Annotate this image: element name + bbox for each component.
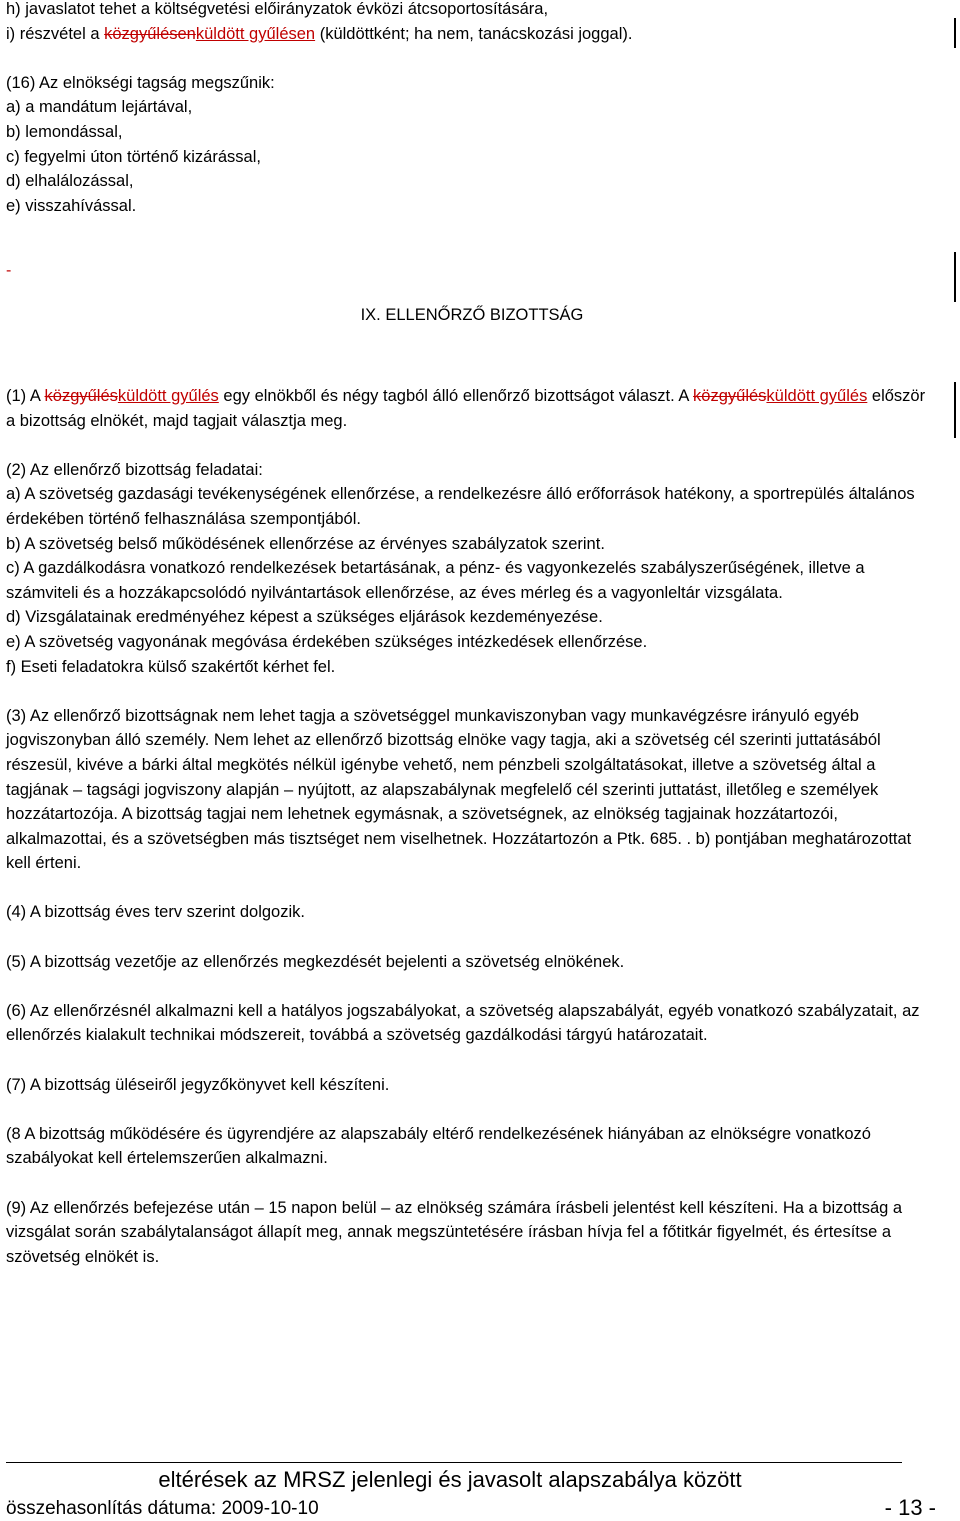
item-i-before: i) részvétel a [6,24,105,43]
paragraph-2-item: c) A gazdálkodásra vonatkozó rendelkezések betartásának, a pénz- és vagyonkezelés szabályszerűségének, illetve a számviteli és a hozzákapcsolódó nyilvántartások ellenőrzése, az éves mérleg és a vagyonleltár vizsgálata. [6,559,865,602]
paragraph-6: (6) Az ellenőrzésnél alkalmazni kell a hatályos jogszabályokat, a szövetség alapszabályát, egyéb vonatkozó szabályzatait, az ellenőrzés kialakult technikai módszereit, továbbá a szövetség gazdálkodási tárgyú határozatait. [6,1001,920,1045]
inserted-text: küldött gyűlés [766,387,868,405]
page-number: - 13 - [884,1495,936,1520]
paragraph-2-item: f) Eseti feladatokra külső szakértőt kérhet fel. [6,657,336,676]
paragraph-4: (4) A bizottság éves terv szerint dolgozik. [6,903,305,922]
document-body-2 [6,384,938,1269]
p16-item: b) lemondással, [6,122,123,141]
section-heading: IX. ELLENŐRZŐ BIZOTTSÁG [360,306,584,324]
item-h: h) javaslatot tehet a költségvetési előirányzatok évközi átcsoportosítására, [6,0,549,18]
p16-title: (16) Az elnökségi tagság megszűnik: [6,73,275,92]
change-bar [954,382,956,438]
paragraph-1 [6,384,938,433]
footer-title: eltérések az MRSZ jelenlegi és javasolt alapszabálya között [158,1467,742,1492]
item-i [6,22,938,47]
p1-post: először a bizottság elnökét, majd tagjait választja meg. [6,387,926,430]
paragraph-3: (3) Az ellenőrző bizottságnak nem lehet tagja a szövetséggel munkaviszonyban vagy munkavégzésre irányuló egyéb jogviszonyban álló személy. Nem lehet az ellenőrző bizottság elnöke vagy tagja, aki a szövetség cél szerinti juttatásából részesül, kivéve a bárki által megkötés nélkül igénybe vehető, nem pénzbeli szolgáltatásokat, illetve a szövetség által a tagjának – tagsági jogviszony alapján – nyújtott, az alapszabálynak megfelelő cél szerinti juttatást, illetőleg e személyek hozzátartozója. A bizottság tagjai nem lehetnek egymásnak, a szövetségnek, az elnökség tagjainak hozzátartozói, alkalmazottai, és a szövetségben más tisztséget nem viselhetnek. Hozzátartozón a Ptk. 685. . b) pontjában meghatározottat kell érteni. [6,706,912,873]
p1-mid: egy elnökből és négy tagból álló ellenőrző bizottságot választ. A [218,387,694,405]
deleted-text: közgyűlés [693,387,767,405]
change-bar [954,18,956,48]
item-i-after: (küldöttként; ha nem, tanácskozási joggal). [315,24,633,43]
p16-item: e) visszahívással. [6,196,137,215]
paragraph-2-title: (2) Az ellenőrző bizottság feladatai: [6,460,263,479]
paragraph-7: (7) A bizottság üléseiről jegyzőkönyvet kell készíteni. [6,1075,390,1094]
paragraph-9: (9) Az ellenőrzés befejezése után – 15 napon belül – az elnökség számára írásbeli jelentést kell készíteni. Ha a bizottság a vizsgálat során szabálytalanságot állapít meg, annak megszüntetésére írásban hívja fel a főtitkár figyelmét, és értesítse a szövetség elnökét is. [6,1198,903,1266]
paragraph-2-item: e) A szövetség vagyonának megóvása érdekében szükséges intézkedések ellenőrzése. [6,632,648,651]
paragraph-2-item: b) A szövetség belső működésének ellenőrzése az érvényes szabályzatok szerint. [6,534,605,553]
p16-item: d) elhalálozással, [6,172,134,191]
footer-divider [6,1462,902,1463]
change-bar [954,252,956,302]
paragraph-5: (5) A bizottság vezetője az ellenőrzés megkezdését bejelenti a szövetség elnökének. [6,952,625,971]
paragraph-2-item: d) Vizsgálatainak eredményéhez képest a szükséges eljárások kezdeményezése. [6,608,603,627]
inserted-text: küldött gyűlés [117,387,219,405]
footer-date: összehasonlítás dátuma: 2009-10-10 [6,1498,319,1519]
p16-item: a) a mandátum lejártával, [6,98,193,117]
deleted-text: közgyűlés [44,387,118,405]
deleted-text: közgyűlésen [104,24,196,43]
inserted-text: küldött gyűlésen [195,24,316,43]
paragraph-8: (8 A bizottság működésére és ügyrendjére az alapszabály eltérő rendelkezésének hiányában az elnökségre vonatkozó szabályokat kell értelemszerűen alkalmazni. [6,1124,871,1168]
paragraph-2-item: a) A szövetség gazdasági tevékenységének ellenőrzése, a rendelkezésre álló erőforrások hatékony, a sportrepülés általános érdekében történő felhasználása szempontjából. [6,485,915,528]
document-body [6,0,938,218]
p1-pre: (1) A [6,387,45,405]
revision-marker: - [6,262,12,279]
p16-item: c) fegyelmi úton történő kizárással, [6,147,261,166]
